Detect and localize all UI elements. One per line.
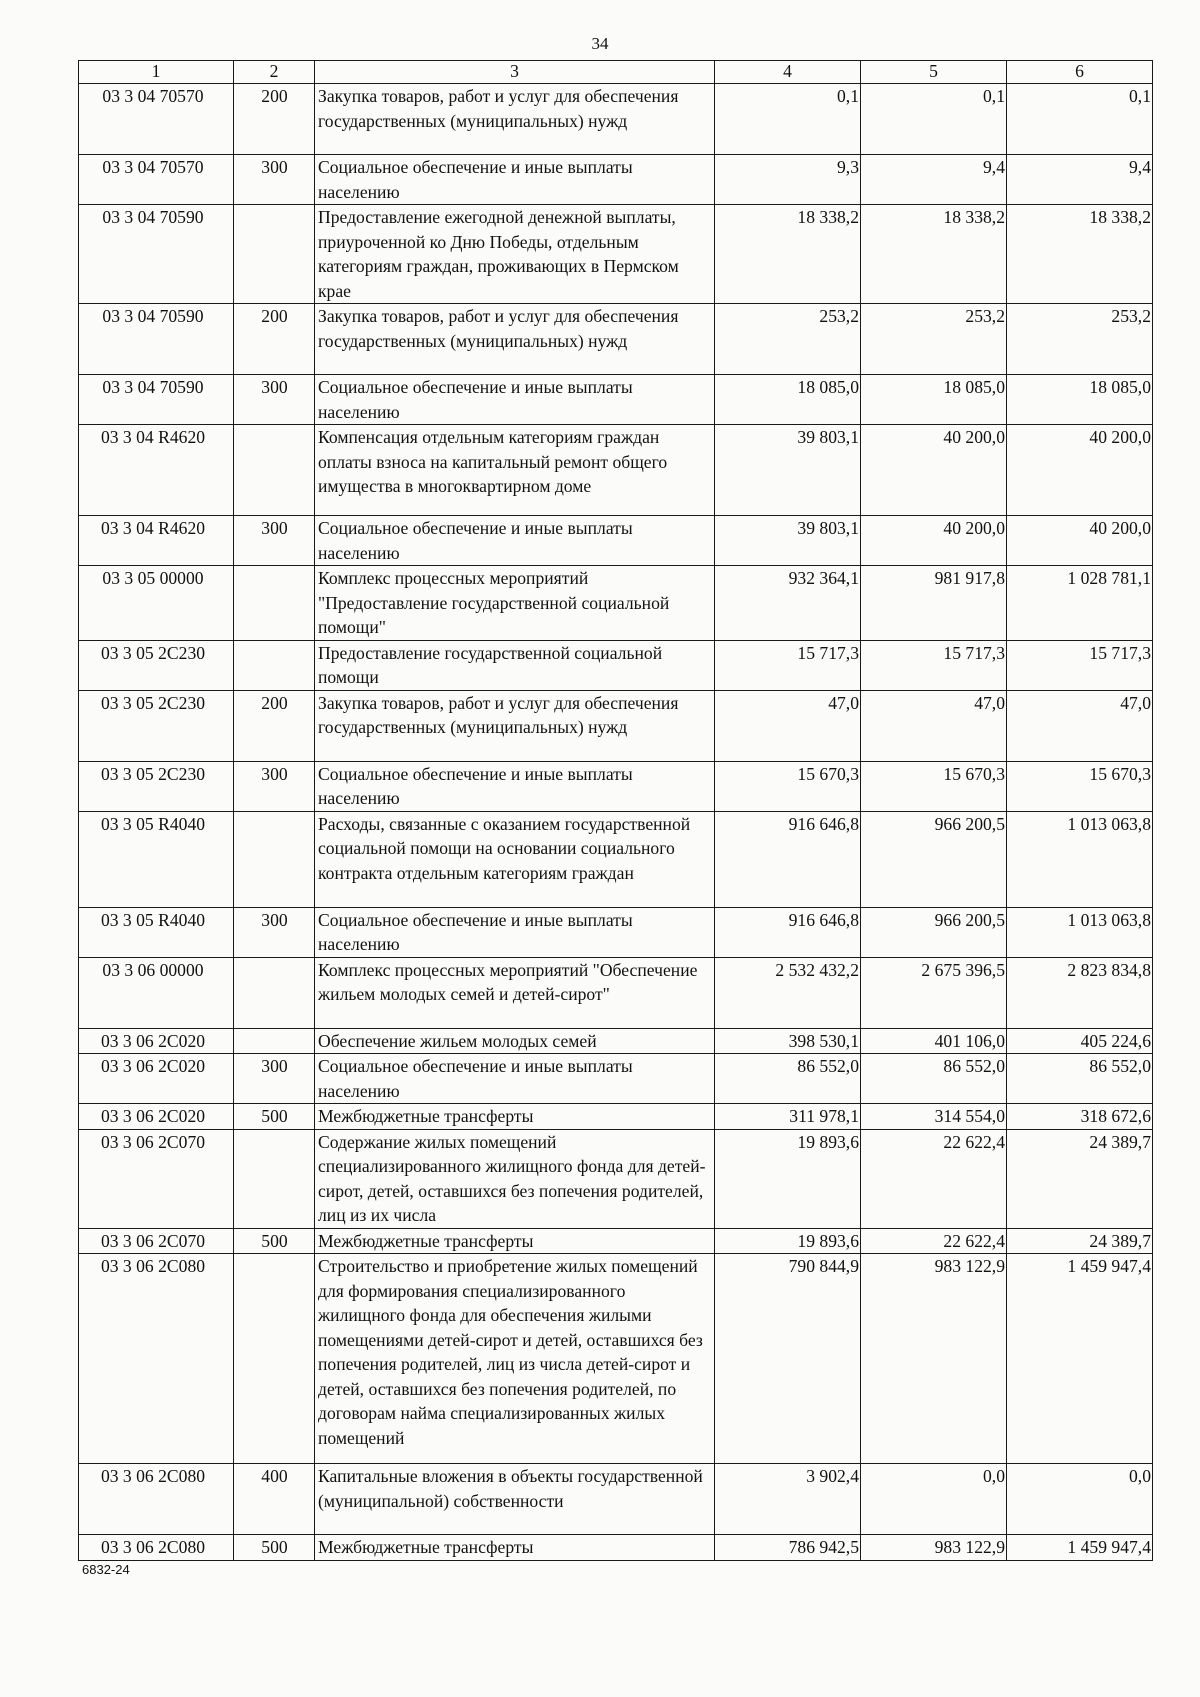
row-code: 03 3 06 2C080 — [79, 1254, 234, 1464]
row-code: 03 3 04 R4620 — [79, 425, 234, 516]
row-value-col4: 9,3 — [715, 155, 861, 205]
row-code: 03 3 06 2C070 — [79, 1129, 234, 1228]
row-value-col6: 1 459 947,4 — [1007, 1254, 1153, 1464]
row-expense-type — [234, 811, 315, 907]
row-expense-type — [234, 1129, 315, 1228]
table-row — [79, 516, 1153, 566]
row-value-col5: 9,4 — [861, 155, 1007, 205]
row-expense-type: 200 — [234, 690, 315, 761]
row-expense-type: 500 — [234, 1104, 315, 1130]
row-code: 03 3 06 2C020 — [79, 1054, 234, 1104]
table-row — [79, 1464, 1153, 1535]
row-code: 03 3 06 2C020 — [79, 1104, 234, 1130]
row-name: Строительство и приобретение жилых помещений для формирования специализированного жилищного фонда для обеспечения жилыми помещениями детей-сирот и детей, оставшихся без попечения родителей, лиц из числа детей-сирот и детей, оставшихся без попечения родителей, по договорам найма специализированных жилых помещений — [315, 1254, 715, 1464]
document-code: 6832-24 — [82, 1562, 130, 1577]
header-col-1: 1 — [79, 61, 234, 84]
row-value-col5: 966 200,5 — [861, 907, 1007, 957]
row-value-col6: 405 224,6 — [1007, 1028, 1153, 1054]
row-value-col5: 86 552,0 — [861, 1054, 1007, 1104]
row-value-col4: 39 803,1 — [715, 516, 861, 566]
row-value-col6: 253,2 — [1007, 304, 1153, 375]
row-value-col6: 1 013 063,8 — [1007, 811, 1153, 907]
row-value-col6: 86 552,0 — [1007, 1054, 1153, 1104]
header-col-2: 2 — [234, 61, 315, 84]
row-code: 03 3 06 2C080 — [79, 1464, 234, 1535]
table-row — [79, 425, 1153, 516]
table-row — [79, 761, 1153, 811]
row-code: 03 3 04 70590 — [79, 375, 234, 425]
row-code: 03 3 05 2C230 — [79, 690, 234, 761]
row-name: Капитальные вложения в объекты государственной (муниципальной) собственности — [315, 1464, 715, 1535]
row-value-col6: 1 013 063,8 — [1007, 907, 1153, 957]
row-value-col5: 18 085,0 — [861, 375, 1007, 425]
row-value-col4: 2 532 432,2 — [715, 957, 861, 1028]
row-value-col4: 932 364,1 — [715, 566, 861, 641]
row-name: Предоставление ежегодной денежной выплаты, приуроченной ко Дню Победы, отдельным категориям граждан, проживающих в Пермском крае — [315, 205, 715, 304]
row-value-col6: 40 200,0 — [1007, 425, 1153, 516]
row-value-col5: 18 338,2 — [861, 205, 1007, 304]
row-value-col4: 18 338,2 — [715, 205, 861, 304]
row-value-col5: 0,1 — [861, 84, 1007, 155]
row-value-col5: 22 622,4 — [861, 1228, 1007, 1254]
row-value-col6: 0,1 — [1007, 84, 1153, 155]
row-code: 03 3 04 70570 — [79, 155, 234, 205]
row-value-col4: 398 530,1 — [715, 1028, 861, 1054]
row-value-col4: 19 893,6 — [715, 1129, 861, 1228]
row-expense-type: 300 — [234, 375, 315, 425]
row-value-col4: 916 646,8 — [715, 907, 861, 957]
row-value-col4: 19 893,6 — [715, 1228, 861, 1254]
row-value-col6: 0,0 — [1007, 1464, 1153, 1535]
row-value-col4: 253,2 — [715, 304, 861, 375]
row-value-col6: 24 389,7 — [1007, 1129, 1153, 1228]
row-expense-type: 300 — [234, 155, 315, 205]
row-value-col4: 0,1 — [715, 84, 861, 155]
row-name: Комплекс процессных мероприятий "Обеспечение жильем молодых семей и детей-сирот" — [315, 957, 715, 1028]
row-name: Комплекс процессных мероприятий "Предоставление государственной социальной помощи" — [315, 566, 715, 641]
row-value-col5: 314 554,0 — [861, 1104, 1007, 1130]
table-row — [79, 1228, 1153, 1254]
budget-table — [78, 60, 1153, 1561]
row-value-col5: 47,0 — [861, 690, 1007, 761]
row-expense-type: 500 — [234, 1228, 315, 1254]
row-value-col4: 15 670,3 — [715, 761, 861, 811]
table-row — [79, 1535, 1153, 1561]
table-row — [79, 566, 1153, 641]
row-value-col4: 18 085,0 — [715, 375, 861, 425]
header-col-5: 5 — [861, 61, 1007, 84]
row-name: Содержание жилых помещений специализированного жилищного фонда для детей-сирот, детей, оставшихся без попечения родителей, лиц из их числа — [315, 1129, 715, 1228]
table-row — [79, 155, 1153, 205]
row-name: Межбюджетные трансферты — [315, 1535, 715, 1561]
page-number: 34 — [591, 34, 609, 53]
table-row — [79, 690, 1153, 761]
table-row — [79, 1129, 1153, 1228]
row-name: Расходы, связанные с оказанием государственной социальной помощи на основании социального контракта отдельным категориям граждан — [315, 811, 715, 907]
row-value-col4: 86 552,0 — [715, 1054, 861, 1104]
row-value-col6: 2 823 834,8 — [1007, 957, 1153, 1028]
row-name: Социальное обеспечение и иные выплаты населению — [315, 155, 715, 205]
row-expense-type: 200 — [234, 84, 315, 155]
row-value-col6: 18 085,0 — [1007, 375, 1153, 425]
row-expense-type — [234, 640, 315, 690]
row-value-col6: 1 028 781,1 — [1007, 566, 1153, 641]
table-row — [79, 205, 1153, 304]
table-body — [79, 84, 1153, 1561]
row-expense-type — [234, 1028, 315, 1054]
row-code: 03 3 04 R4620 — [79, 516, 234, 566]
row-value-col5: 40 200,0 — [861, 516, 1007, 566]
row-expense-type: 300 — [234, 1054, 315, 1104]
row-name: Обеспечение жильем молодых семей — [315, 1028, 715, 1054]
row-value-col5: 983 122,9 — [861, 1535, 1007, 1561]
table-row — [79, 375, 1153, 425]
row-code: 03 3 04 70590 — [79, 205, 234, 304]
table-row — [79, 957, 1153, 1028]
row-value-col5: 983 122,9 — [861, 1254, 1007, 1464]
table-row — [79, 907, 1153, 957]
row-value-col5: 15 717,3 — [861, 640, 1007, 690]
row-code: 03 3 06 2C020 — [79, 1028, 234, 1054]
row-code: 03 3 04 70590 — [79, 304, 234, 375]
row-value-col5: 22 622,4 — [861, 1129, 1007, 1228]
row-value-col6: 1 459 947,4 — [1007, 1535, 1153, 1561]
row-expense-type: 500 — [234, 1535, 315, 1561]
row-value-col6: 18 338,2 — [1007, 205, 1153, 304]
table-row — [79, 1054, 1153, 1104]
row-name: Социальное обеспечение и иные выплаты населению — [315, 516, 715, 566]
row-value-col5: 401 106,0 — [861, 1028, 1007, 1054]
table-row — [79, 84, 1153, 155]
row-value-col5: 0,0 — [861, 1464, 1007, 1535]
row-value-col5: 40 200,0 — [861, 425, 1007, 516]
row-name: Закупка товаров, работ и услуг для обеспечения государственных (муниципальных) нужд — [315, 690, 715, 761]
row-name: Межбюджетные трансферты — [315, 1104, 715, 1130]
row-value-col6: 9,4 — [1007, 155, 1153, 205]
row-code: 03 3 06 2C070 — [79, 1228, 234, 1254]
row-name: Социальное обеспечение и иные выплаты населению — [315, 375, 715, 425]
row-name: Социальное обеспечение и иные выплаты населению — [315, 761, 715, 811]
row-code: 03 3 06 2C080 — [79, 1535, 234, 1561]
row-value-col4: 786 942,5 — [715, 1535, 861, 1561]
row-expense-type: 200 — [234, 304, 315, 375]
row-code: 03 3 04 70570 — [79, 84, 234, 155]
table-row — [79, 1028, 1153, 1054]
row-name: Социальное обеспечение и иные выплаты населению — [315, 907, 715, 957]
row-value-col5: 2 675 396,5 — [861, 957, 1007, 1028]
row-expense-type: 400 — [234, 1464, 315, 1535]
header-col-6: 6 — [1007, 61, 1153, 84]
row-value-col5: 981 917,8 — [861, 566, 1007, 641]
row-value-col4: 47,0 — [715, 690, 861, 761]
row-expense-type: 300 — [234, 516, 315, 566]
row-value-col4: 311 978,1 — [715, 1104, 861, 1130]
row-code: 03 3 05 00000 — [79, 566, 234, 641]
row-expense-type — [234, 205, 315, 304]
row-expense-type: 300 — [234, 907, 315, 957]
row-name: Предоставление государственной социальной помощи — [315, 640, 715, 690]
row-value-col4: 3 902,4 — [715, 1464, 861, 1535]
row-value-col4: 916 646,8 — [715, 811, 861, 907]
table-row — [79, 304, 1153, 375]
row-name: Закупка товаров, работ и услуг для обеспечения государственных (муниципальных) нужд — [315, 84, 715, 155]
row-name: Компенсация отдельным категориям граждан оплаты взноса на капитальный ремонт общего имущества в многоквартирном доме — [315, 425, 715, 516]
row-name: Закупка товаров, работ и услуг для обеспечения государственных (муниципальных) нужд — [315, 304, 715, 375]
row-code: 03 3 05 R4040 — [79, 811, 234, 907]
row-expense-type — [234, 1254, 315, 1464]
row-value-col6: 15 670,3 — [1007, 761, 1153, 811]
header-col-4: 4 — [715, 61, 861, 84]
row-expense-type: 300 — [234, 761, 315, 811]
table-row — [79, 640, 1153, 690]
header-col-3: 3 — [315, 61, 715, 84]
row-value-col5: 253,2 — [861, 304, 1007, 375]
row-code: 03 3 05 R4040 — [79, 907, 234, 957]
row-expense-type — [234, 957, 315, 1028]
row-value-col5: 15 670,3 — [861, 761, 1007, 811]
row-value-col5: 966 200,5 — [861, 811, 1007, 907]
row-value-col4: 39 803,1 — [715, 425, 861, 516]
row-expense-type — [234, 566, 315, 641]
row-value-col6: 318 672,6 — [1007, 1104, 1153, 1130]
row-value-col4: 790 844,9 — [715, 1254, 861, 1464]
row-value-col6: 40 200,0 — [1007, 516, 1153, 566]
row-code: 03 3 05 2C230 — [79, 761, 234, 811]
row-value-col6: 24 389,7 — [1007, 1228, 1153, 1254]
row-value-col6: 47,0 — [1007, 690, 1153, 761]
row-code: 03 3 05 2C230 — [79, 640, 234, 690]
row-expense-type — [234, 425, 315, 516]
row-name: Социальное обеспечение и иные выплаты населению — [315, 1054, 715, 1104]
row-value-col6: 15 717,3 — [1007, 640, 1153, 690]
row-name: Межбюджетные трансферты — [315, 1228, 715, 1254]
table-row — [79, 1104, 1153, 1130]
header-row — [79, 61, 1153, 84]
table-row — [79, 811, 1153, 907]
table-row — [79, 1254, 1153, 1464]
row-code: 03 3 06 00000 — [79, 957, 234, 1028]
row-value-col4: 15 717,3 — [715, 640, 861, 690]
